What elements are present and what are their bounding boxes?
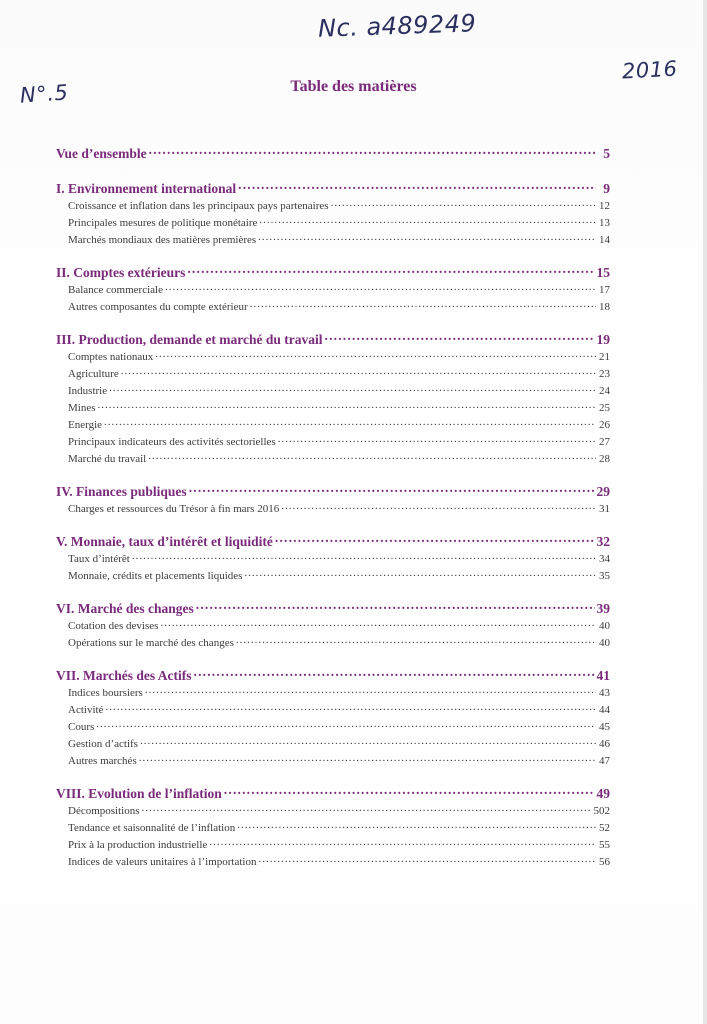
- toc-entry-page: 46: [599, 738, 610, 750]
- toc-entry[interactable]: [56, 685, 610, 702]
- toc-section-title: VI. Marché des changes: [56, 600, 194, 616]
- toc-entry-page: 40: [599, 637, 610, 649]
- toc-entry[interactable]: [56, 753, 610, 770]
- toc-section: [56, 784, 610, 871]
- toc-entry-page: 43: [599, 687, 610, 699]
- toc-section: [56, 179, 610, 249]
- toc-leader-dots: [258, 232, 596, 243]
- toc-entry[interactable]: [56, 854, 610, 871]
- toc-entry-title: Opérations sur le marché des changes: [68, 637, 234, 649]
- toc-entry-page: 14: [599, 234, 610, 246]
- toc-section: [56, 666, 610, 770]
- toc-entry[interactable]: [56, 451, 610, 468]
- toc-entry-page: 25: [599, 402, 610, 414]
- toc-entry-title: Marché du travail: [68, 453, 147, 465]
- toc-entry[interactable]: [56, 501, 610, 518]
- toc-entry[interactable]: [56, 719, 610, 736]
- toc-entry[interactable]: [56, 215, 610, 232]
- toc-entry[interactable]: [56, 820, 610, 837]
- toc-entry-page: 45: [599, 721, 610, 733]
- toc-entry-page: 13: [599, 217, 610, 229]
- toc-leader-dots: [165, 282, 596, 293]
- page-title: Table des matières: [290, 78, 417, 95]
- toc-leader-dots: [142, 803, 592, 814]
- toc-section-page: 19: [596, 331, 610, 347]
- toc-entry[interactable]: [56, 198, 610, 215]
- toc-leader-dots: [278, 434, 596, 445]
- toc-section-title: VII. Marchés des Actifs: [56, 667, 192, 683]
- toc-leader-dots: [224, 784, 595, 798]
- table-of-contents: [56, 144, 610, 885]
- toc-leader-dots: [98, 400, 597, 411]
- toc-entry-title: Gestion d’actifs: [68, 738, 138, 750]
- toc-leader-dots: [209, 837, 596, 848]
- toc-entry-page: 44: [599, 704, 610, 716]
- toc-entry-page: 18: [599, 301, 610, 313]
- toc-entry[interactable]: [56, 736, 610, 753]
- toc-entry-page: 24: [599, 385, 610, 397]
- toc-entry[interactable]: [56, 417, 610, 434]
- toc-entry-page: 35: [599, 570, 610, 582]
- toc-section: [56, 330, 610, 468]
- toc-leader-dots: [139, 753, 596, 764]
- handwritten-number: N°.5: [19, 80, 70, 108]
- toc-entry-page: 17: [599, 284, 610, 296]
- toc-entry-title: Cours: [68, 721, 95, 733]
- toc-entry-title: Marchés mondiaux des matières premières: [68, 234, 257, 246]
- toc-section-heading[interactable]: [56, 784, 610, 803]
- toc-section: [56, 532, 610, 585]
- toc-entry[interactable]: [56, 383, 610, 400]
- toc-entry-title: Balance commerciale: [68, 284, 163, 296]
- toc-entry-page: 47: [599, 755, 610, 767]
- toc-leader-dots: [259, 215, 596, 226]
- toc-entry-page: 23: [599, 368, 610, 380]
- toc-section-page: 49: [596, 785, 610, 801]
- toc-leader-dots: [104, 417, 596, 428]
- toc-entry-title: Mines: [68, 402, 96, 414]
- toc-leader-dots: [105, 702, 596, 713]
- toc-entry-page: 27: [599, 436, 610, 448]
- toc-entry[interactable]: [56, 635, 610, 652]
- toc-section-heading[interactable]: [56, 179, 610, 198]
- toc-section-title: I. Environnement international: [56, 180, 237, 196]
- toc-section-title: IV. Finances publiques: [56, 483, 187, 499]
- toc-leader-dots: [325, 330, 595, 344]
- handwritten-year: 2016: [621, 56, 679, 84]
- toc-leader-dots: [155, 349, 596, 360]
- toc-section-title: III. Production, demande et marché du travail: [56, 331, 323, 347]
- toc-entry-page: 40: [599, 620, 610, 632]
- toc-entry[interactable]: [56, 366, 610, 383]
- toc-entry-page: 28: [599, 453, 610, 465]
- toc-entry[interactable]: [56, 349, 610, 366]
- toc-entry-title: Activité: [68, 704, 104, 716]
- toc-entry[interactable]: [56, 434, 610, 451]
- toc-section-heading[interactable]: [56, 666, 610, 685]
- toc-section: [56, 482, 610, 518]
- toc-entry-title: Agriculture: [68, 368, 119, 380]
- toc-entry-page: 34: [599, 553, 610, 565]
- toc-section: [56, 599, 610, 652]
- toc-section-heading[interactable]: [56, 482, 610, 501]
- toc-leader-dots: [145, 685, 596, 696]
- toc-entry[interactable]: [56, 282, 610, 299]
- handwritten-reference: Nc. a489249: [317, 9, 477, 43]
- toc-entry-title: Principales mesures de politique monétaire: [68, 217, 258, 229]
- toc-entry-title: Industrie: [68, 385, 108, 397]
- toc-section: [56, 263, 610, 316]
- toc-entry-page: 55: [599, 839, 610, 851]
- toc-section-page: 9: [603, 180, 610, 196]
- toc-entry[interactable]: [56, 803, 610, 820]
- toc-entry-title: Cotation des devises: [68, 620, 159, 632]
- toc-leader-dots: [121, 366, 596, 377]
- toc-entry-page: 31: [599, 503, 610, 515]
- toc-entry[interactable]: [56, 837, 610, 854]
- toc-entry[interactable]: [56, 618, 610, 635]
- toc-section-page: 41: [596, 667, 610, 683]
- toc-entry-title: Comptes nationaux: [68, 351, 154, 363]
- toc-section-page: 15: [596, 264, 610, 280]
- toc-leader-dots: [160, 618, 596, 629]
- toc-entry-title: Energie: [68, 419, 103, 431]
- toc-leader-dots: [149, 144, 596, 158]
- toc-entry[interactable]: [56, 551, 610, 568]
- toc-leader-dots: [148, 451, 596, 462]
- toc-section-heading[interactable]: [56, 263, 610, 282]
- toc-leader-dots: [258, 854, 596, 865]
- toc-entry-title: Décompositions: [68, 805, 140, 817]
- toc-section-page: 32: [596, 533, 610, 549]
- toc-entry-page: 52: [599, 822, 610, 834]
- toc-section-page: 5: [603, 145, 610, 161]
- toc-entry-title: Prix à la production industrielle: [68, 839, 208, 851]
- toc-entry-title: Taux d’intérêt: [68, 553, 130, 565]
- toc-section-title: Vue d’ensemble: [56, 145, 147, 161]
- toc-leader-dots: [331, 198, 596, 209]
- toc-leader-dots: [244, 568, 596, 579]
- toc-entry-page: 12: [599, 200, 610, 212]
- toc-leader-dots: [140, 736, 596, 747]
- toc-entry[interactable]: [56, 232, 610, 249]
- toc-leader-dots: [281, 501, 596, 512]
- toc-entry-title: Tendance et saisonnalité de l’inflation: [68, 822, 236, 834]
- toc-section-heading[interactable]: [56, 330, 610, 349]
- toc-leader-dots: [189, 482, 595, 496]
- toc-section-title: V. Monnaie, taux d’intérêt et liquidité: [56, 533, 273, 549]
- toc-entry[interactable]: [56, 400, 610, 417]
- toc-section-title: II. Comptes extérieurs: [56, 264, 186, 280]
- toc-entry-title: Autres marchés: [68, 755, 137, 767]
- toc-entry-title: Croissance et inflation dans les principaux pays partenaires: [68, 200, 329, 212]
- page-edge: [703, 0, 707, 1024]
- toc-entry-page: 56: [599, 856, 610, 868]
- toc-entry-title: Indices boursiers: [68, 687, 143, 699]
- toc-entry-page: 21: [599, 351, 610, 363]
- toc-entry[interactable]: [56, 568, 610, 585]
- toc-leader-dots: [132, 551, 596, 562]
- toc-leader-dots: [237, 820, 596, 831]
- toc-entry-title: Principaux indicateurs des activités sectorielles: [68, 436, 276, 448]
- toc-leader-dots: [96, 719, 596, 730]
- toc-entry-title: Indices de valeurs unitaires à l’importation: [68, 856, 257, 868]
- toc-section: [56, 144, 610, 163]
- toc-section-page: 39: [596, 600, 610, 616]
- toc-entry-title: Monnaie, crédits et placements liquides: [68, 570, 243, 582]
- toc-leader-dots: [236, 635, 596, 646]
- toc-entry[interactable]: [56, 702, 610, 719]
- toc-section-title: VIII. Evolution de l’inflation: [56, 785, 222, 801]
- toc-leader-dots: [196, 599, 595, 613]
- toc-leader-dots: [194, 666, 595, 680]
- toc-leader-dots: [238, 179, 596, 193]
- toc-section-page: 29: [596, 483, 610, 499]
- toc-leader-dots: [109, 383, 596, 394]
- toc-entry[interactable]: [56, 299, 610, 316]
- toc-section-heading[interactable]: [56, 532, 610, 551]
- toc-leader-dots: [275, 532, 595, 546]
- toc-entry-title: Autres composantes du compte extérieur: [68, 301, 248, 313]
- toc-entry-page: 26: [599, 419, 610, 431]
- toc-leader-dots: [187, 263, 594, 277]
- toc-entry-title: Charges et ressources du Trésor à fin mars 2016: [68, 503, 280, 515]
- toc-leader-dots: [250, 299, 596, 310]
- toc-section-heading[interactable]: [56, 144, 610, 163]
- toc-entry-page: 502: [593, 805, 610, 817]
- toc-section-heading[interactable]: [56, 599, 610, 618]
